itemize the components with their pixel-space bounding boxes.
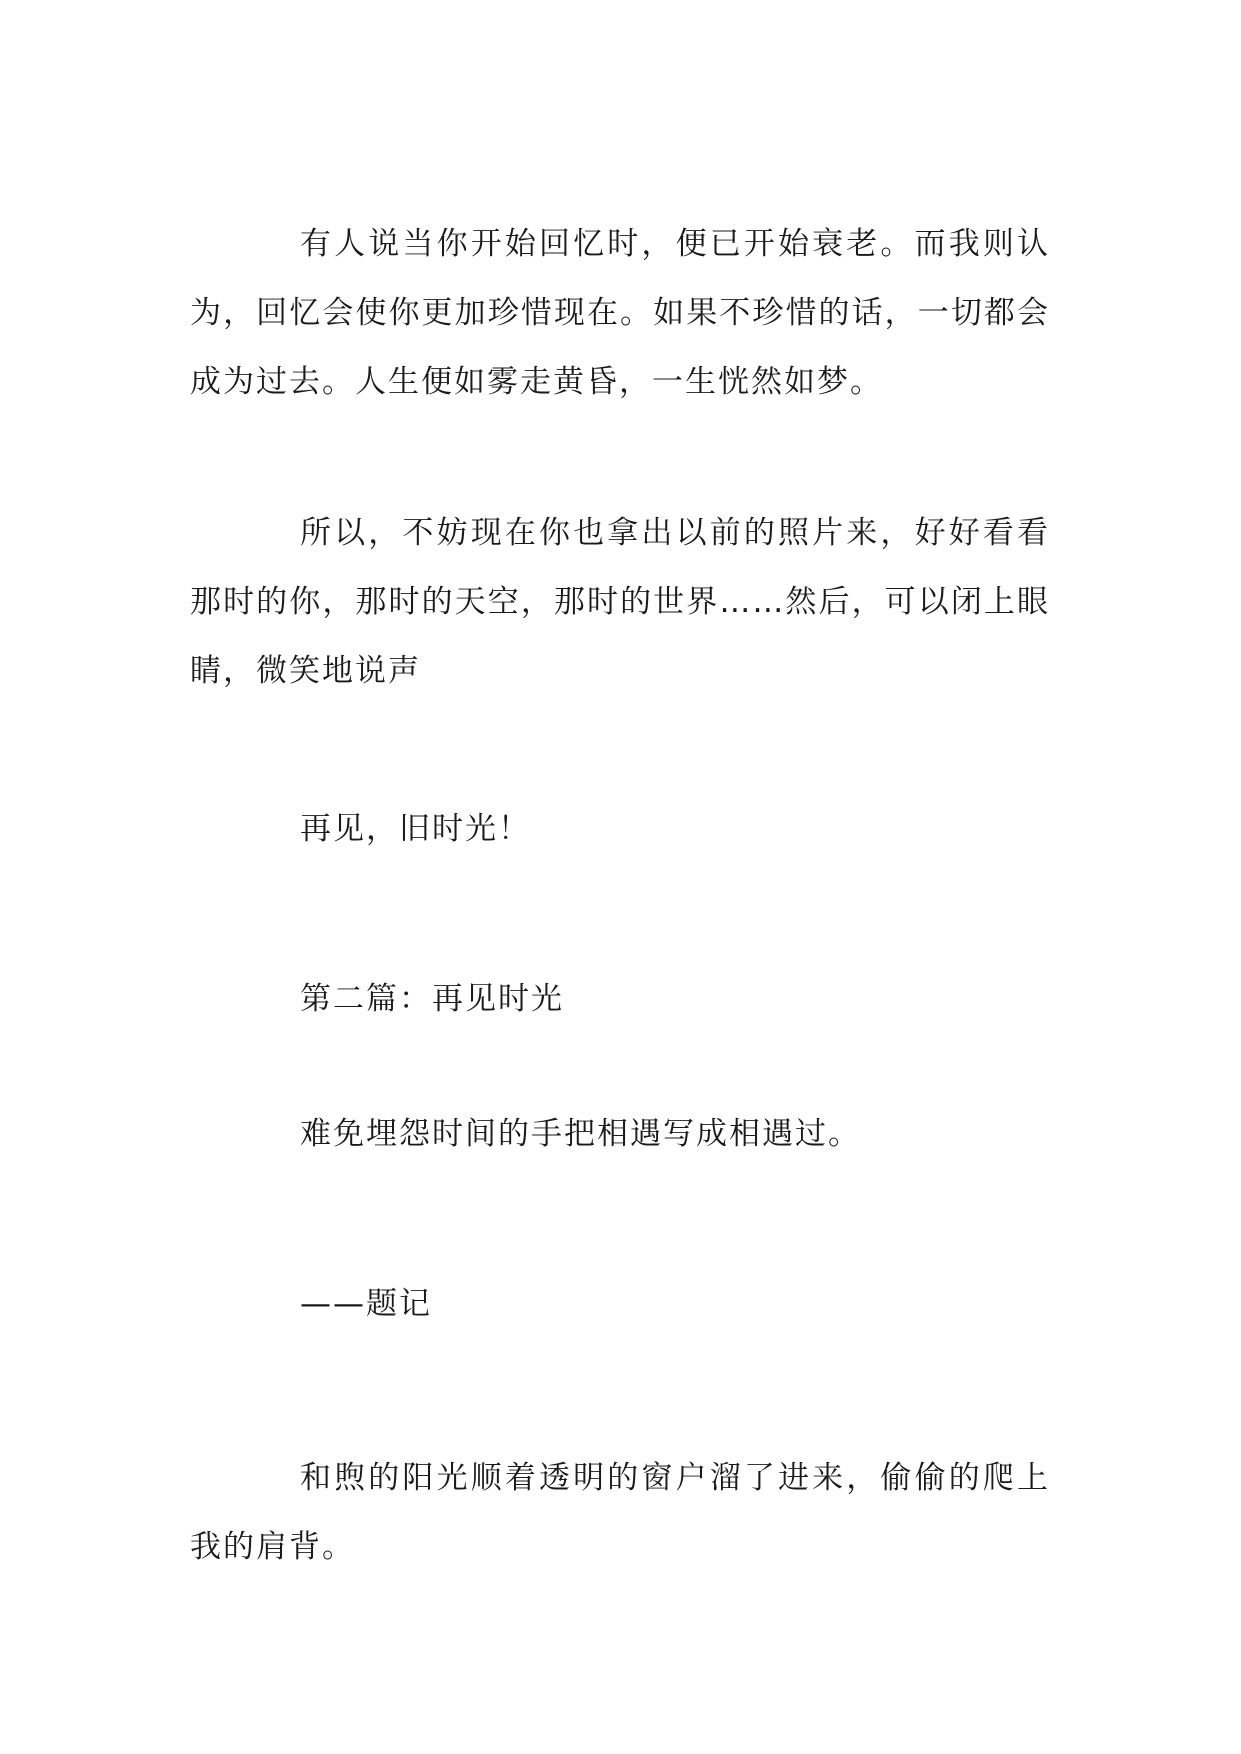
paragraph-memory: 有人说当你开始回忆时，便已开始衰老。而我则认为，回忆会使你更加珍惜现在。如果不珍惜的话，一切都会成为过去。人生便如雾走黄昏，一生恍然如梦。 <box>190 226 1050 400</box>
epigraph: 难免埋怨时间的手把相遇写成相遇过。 <box>300 1116 861 1152</box>
paragraph-sunlight: 和煦的阳光顺着透明的窗户溜了进来，偷偷的爬上我的肩背。 <box>190 1460 1050 1565</box>
paragraph-photos: 所以，不妨现在你也拿出以前的照片来，好好看看那时的你，那时的天空，那时的世界……然后，可以闭上眼睛，微笑地说声 <box>190 515 1050 689</box>
epigraph-note: ——题记 <box>300 1286 432 1322</box>
chapter-title: 第二篇：再见时光 <box>300 981 564 1017</box>
farewell-line: 再见，旧时光！ <box>300 811 531 847</box>
